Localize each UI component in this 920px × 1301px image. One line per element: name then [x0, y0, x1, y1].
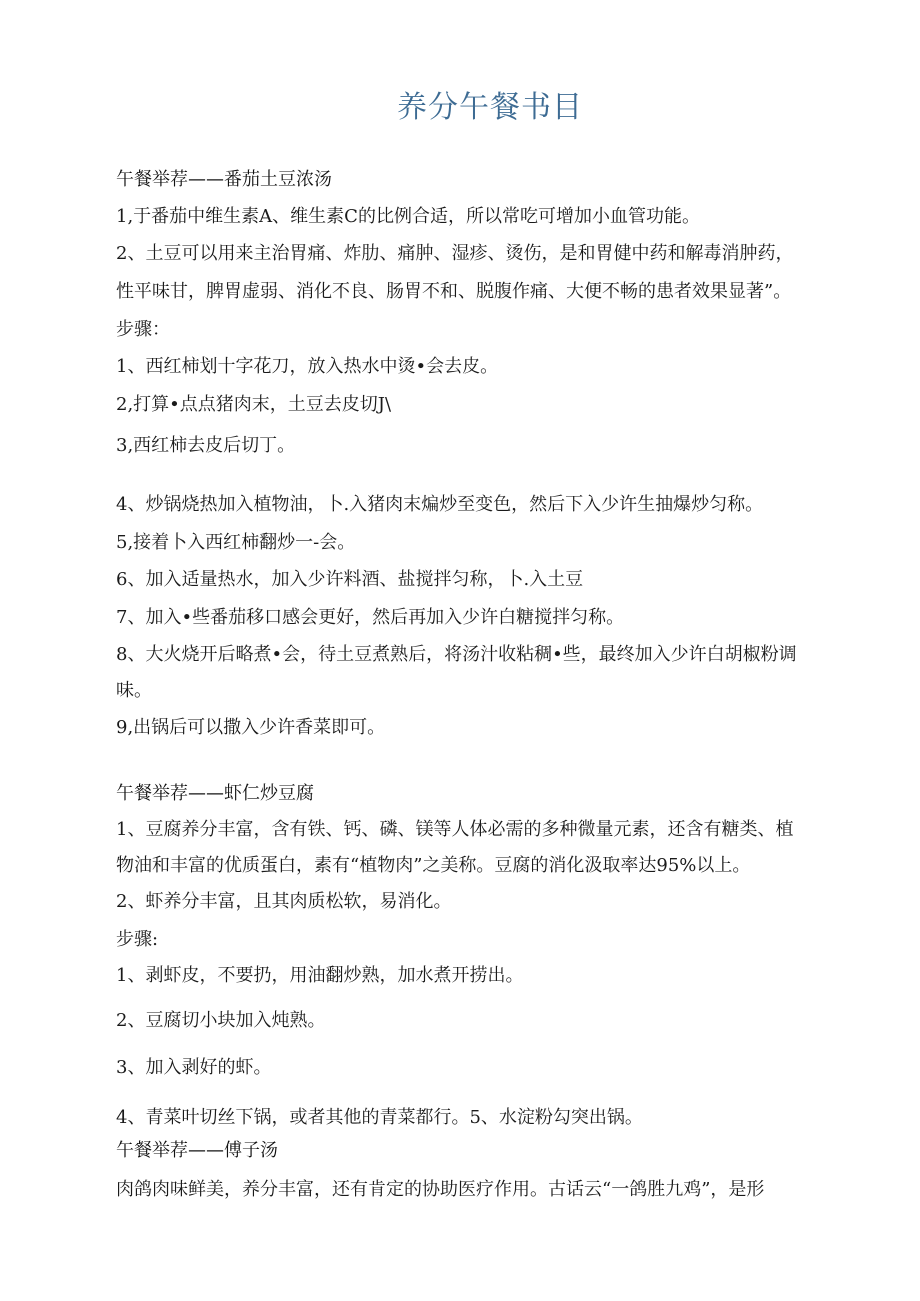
step-line: 1、西红柿划十字花刀，放入热水中烫•会去皮。 [116, 356, 499, 377]
step-line: 4、青菜叶切丝下锅，或者其他的青菜都行。5、水淀粉勾突出锅。 [116, 1107, 643, 1128]
paragraph-line: 2、土豆可以用来主治胃痛、炸肋、痛肿、湿疹、烫伤，是和胃健中药和解毒消肿药， [116, 243, 794, 264]
page-title: 养分午餐书目 [397, 90, 583, 125]
steps-label: 步骤: [116, 929, 159, 950]
section-heading: 午餐举荐——虾仁炒豆腐 [116, 783, 314, 804]
step-line: 3,西红柿去皮后切丁。 [116, 435, 296, 456]
step-line: 2,打算•点点猪肉末，土豆去皮切J\ [116, 394, 392, 415]
paragraph-line: 物油和丰富的优质蛋白，素有“植物肉”之美称。豆腐的消化汲取率达95%以上。 [116, 855, 751, 876]
steps-label: 步骤： [116, 319, 170, 340]
paragraph-line: 1,于番茄中维生素A、维生素C的比例合适，所以常吃可增加小血管功能。 [116, 206, 700, 227]
step-line: 9,出锅后可以撒入少许香菜即可。 [116, 717, 386, 738]
step-line: 7、加入•些番茄移口感会更好，然后再加入少许白糖搅拌匀称。 [116, 607, 625, 628]
step-line: 2、豆腐切小块加入炖熟。 [116, 1010, 326, 1031]
step-line: 3、加入剥好的虾。 [116, 1057, 272, 1078]
step-line: 1、剥虾皮，不要扔，用油翻炒熟，加水煮开捞出。 [116, 965, 524, 986]
paragraph-line: 性平味甘，脾胃虚弱、消化不良、肠胃不和、脱腹作痛、大便不畅的患者效果显著”。 [116, 281, 792, 302]
step-line: 8、大火烧开后略煮•会，待土豆煮熟后，将汤汁收粘稠•些，最终加入少许白胡椒粉调 [116, 644, 797, 665]
step-line: 5,接着卜入西红柿翻炒一-会。 [116, 532, 356, 553]
step-line: 6、加入适量热水，加入少许料酒、盐搅拌匀称，卜.入土豆 [116, 569, 584, 590]
paragraph-line: 1、豆腐养分丰富，含有铁、钙、磷、镁等人体必需的多种微量元素，还含有糖类、植 [116, 819, 794, 840]
section-heading: 午餐举荐——傅子汤 [116, 1140, 278, 1161]
paragraph-line: 肉鸽肉味鲜美，养分丰富，还有肯定的协助医疗作用。古话云“一鸽胜九鸡”，是形 [116, 1179, 765, 1200]
step-line: 味。 [116, 680, 152, 701]
step-line: 4、炒锅烧热加入植物油，卜.入猪肉末煸炒至变色，然后下入少许生抽爆炒匀称。 [116, 494, 764, 515]
section-heading: 午餐举荐——番茄土豆浓汤 [116, 169, 332, 190]
paragraph-line: 2、虾养分丰富，且其肉质松软，易消化。 [116, 891, 452, 912]
